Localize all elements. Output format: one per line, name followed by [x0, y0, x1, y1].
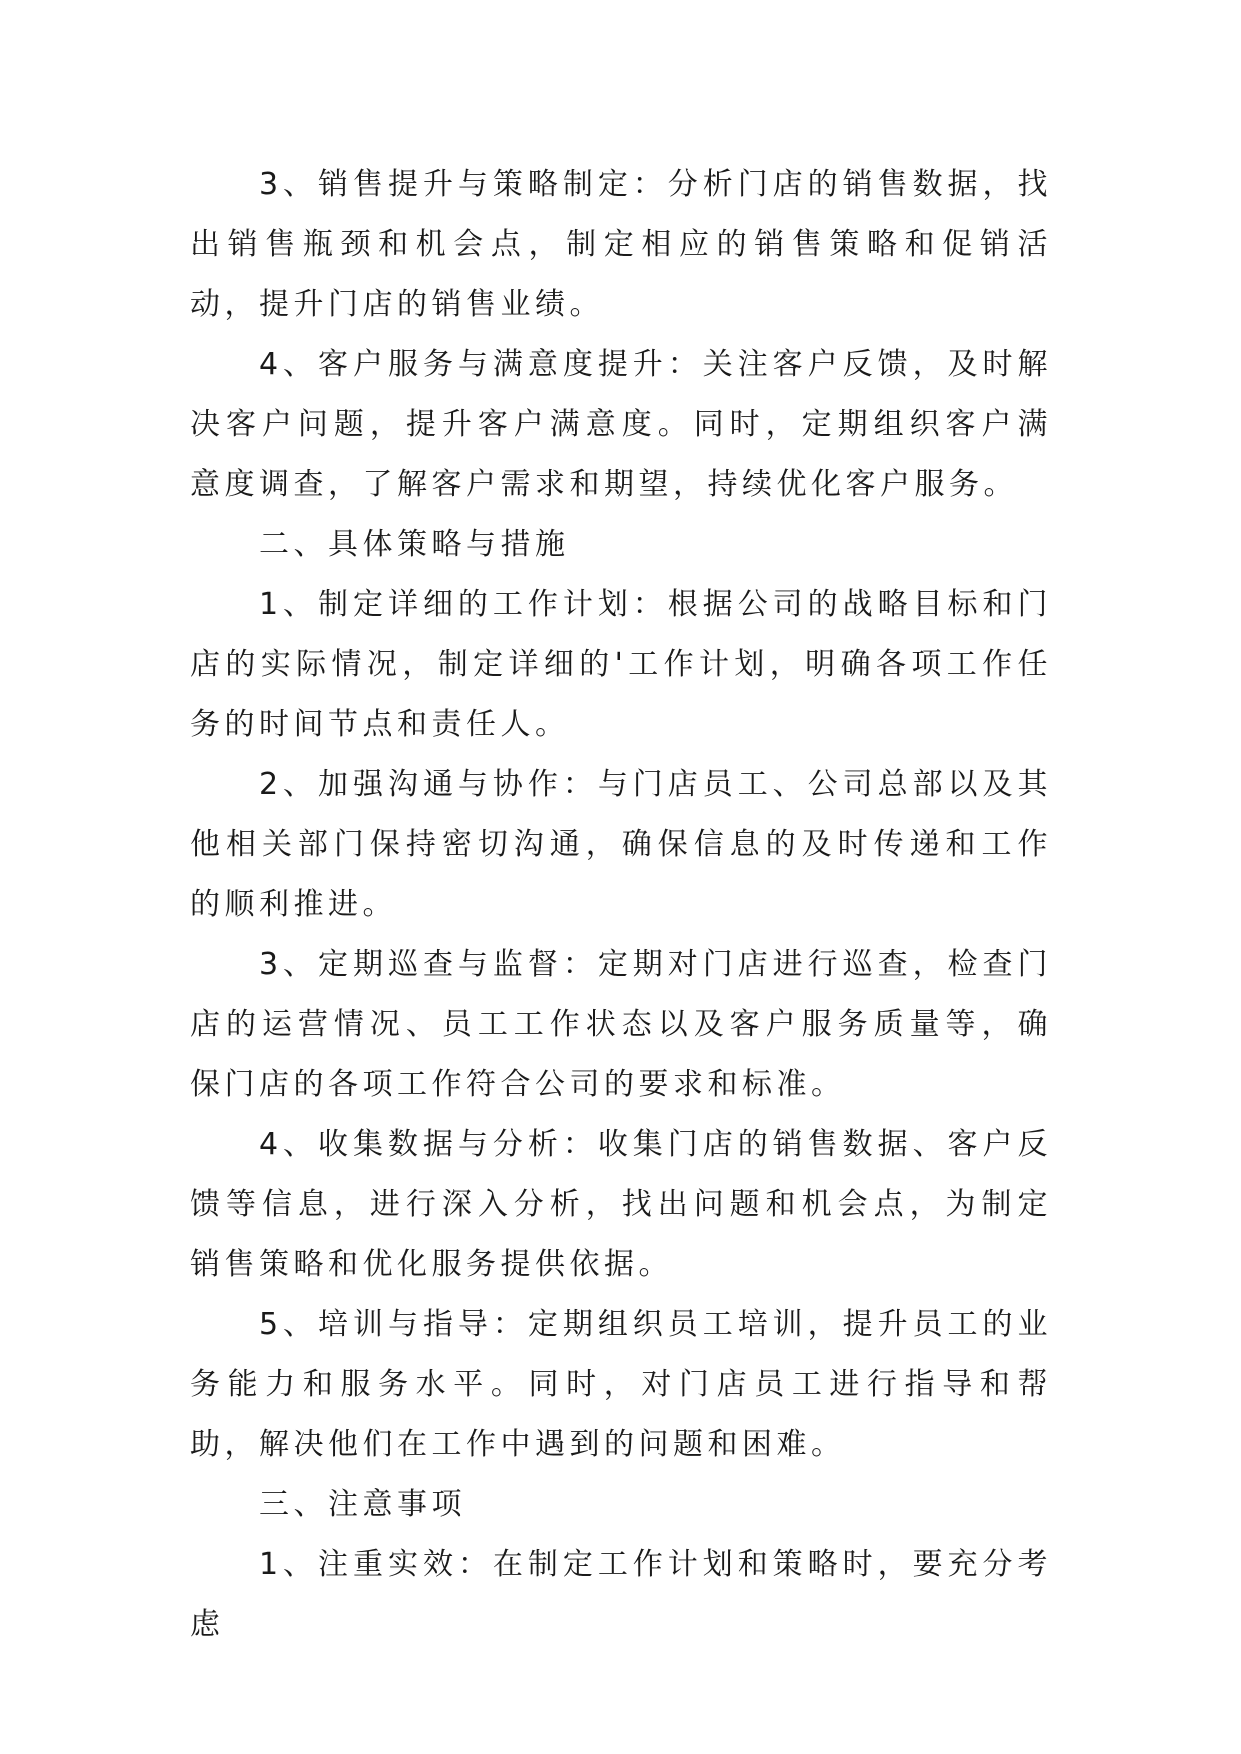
paragraph-work-plan: 1、制定详细的工作计划：根据公司的战略目标和门店的实际情况，制定详细的'工作计划，明确各项工作任务的时间节点和责任人。 [190, 587, 1052, 742]
paragraph-training: 5、培训与指导：定期组织员工培训，提升员工的业务能力和服务水平。同时，对门店员工进行指导和帮助，解决他们在工作中遇到的问题和困难。 [190, 1307, 1052, 1462]
paragraph-effectiveness: 1、注重实效：在制定工作计划和策略时，要充分考虑 [190, 1547, 1052, 1642]
paragraph-sales-strategy: 3、销售提升与策略制定：分析门店的销售数据，找出销售瓶颈和机会点，制定相应的销售策略和促销活动，提升门店的销售业绩。 [190, 167, 1052, 322]
paragraph-data-analysis: 4、收集数据与分析：收集门店的销售数据、客户反馈等信息，进行深入分析，找出问题和机会点，为制定销售策略和优化服务提供依据。 [190, 1127, 1052, 1282]
section-heading-strategies: 二、具体策略与措施 [259, 527, 570, 562]
paragraph-customer-service: 4、客户服务与满意度提升：关注客户反馈，及时解决客户问题，提升客户满意度。同时，定期组织客户满意度调查，了解客户需求和期望，持续优化客户服务。 [190, 347, 1052, 502]
paragraph-communication: 2、加强沟通与协作：与门店员工、公司总部以及其他相关部门保持密切沟通，确保信息的及时传递和工作的顺利推进。 [190, 767, 1052, 922]
section-heading-notes: 三、注意事项 [259, 1487, 466, 1522]
document-body [190, 155, 1052, 1655]
paragraph-inspection: 3、定期巡查与监督：定期对门店进行巡查，检查门店的运营情况、员工工作状态以及客户服务质量等，确保门店的各项工作符合公司的要求和标准。 [190, 947, 1052, 1102]
